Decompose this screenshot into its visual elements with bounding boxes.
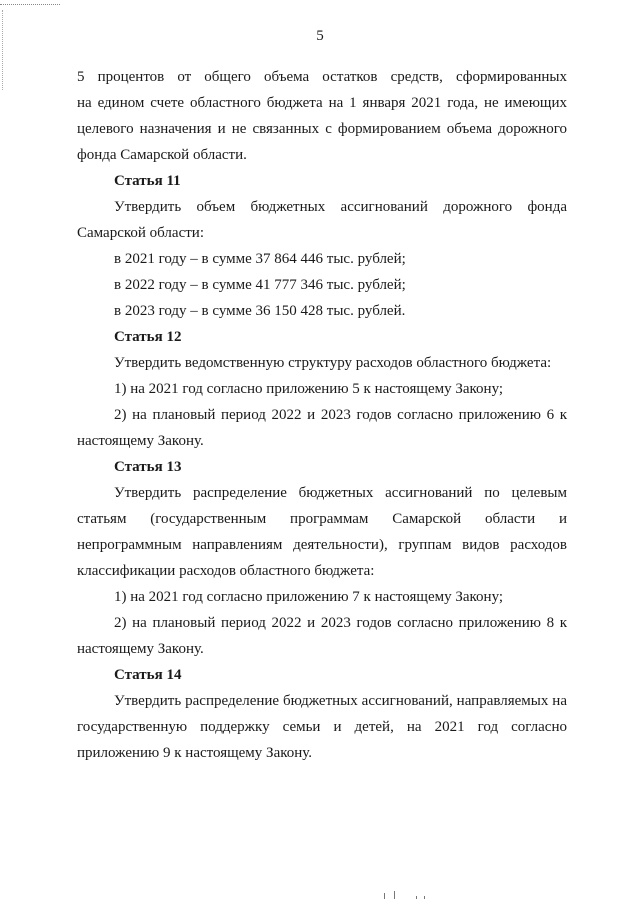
article-12-item-2: 2) на плановый период 2022 и 2023 годов согласно приложению 6 к настоящему Закону. (77, 407, 567, 449)
article-12-intro: Утвердить ведомственную структуру расходов областного бюджета: (114, 355, 552, 371)
article-14-title: Статья 14 (114, 667, 182, 683)
article-13-intro: Утвердить распределение бюджетных ассигнований по целевым статьям (государственным программам Самарской области и непрограммным направлениям деятельности), группам видов расходов классификации расходов областного бюджета: (77, 485, 567, 579)
article-14-text: Утвердить распределение бюджетных ассигнований, направляемых на государственную поддержку семьи и детей, на 2021 год согласно приложению 9 к настоящему Закону. (77, 693, 567, 761)
article-13-item-1: 1) на 2021 год согласно приложению 7 к настоящему Закону; (114, 589, 504, 605)
scan-artifact-side (2, 10, 4, 90)
scan-artifact-top (0, 4, 60, 6)
article-11-item: в 2021 году – в сумме 37 864 446 тыс. рублей; (114, 251, 406, 267)
article-11-title: Статья 11 (114, 173, 181, 189)
article-11-item: в 2023 году – в сумме 36 150 428 тыс. рублей. (114, 303, 406, 319)
article-13-item-2: 2) на плановый период 2022 и 2023 годов согласно приложению 8 к настоящему Закону. (77, 615, 567, 657)
article-12-item-1: 1) на 2021 год согласно приложению 5 к настоящему Закону; (114, 381, 504, 397)
page-number: 5 (316, 28, 324, 44)
article-13-title: Статья 13 (114, 459, 182, 475)
document-body (77, 64, 567, 766)
paragraph-continuation-first-line: 5 процентов от общего объема остатков средств, сформированных (77, 69, 567, 85)
paragraph-continuation: на едином счете областного бюджета на 1 января 2021 года, не имеющих целевого назначения и не связанных с формированием объема дорожного фонда Самарской области. (77, 95, 567, 163)
article-11-item: в 2022 году – в сумме 41 777 346 тыс. рублей; (114, 277, 406, 293)
scan-artifact-bottom (380, 891, 440, 899)
article-12-title: Статья 12 (114, 329, 182, 345)
article-11-intro: Утвердить объем бюджетных ассигнований дорожного фонда Самарской области: (77, 199, 567, 241)
